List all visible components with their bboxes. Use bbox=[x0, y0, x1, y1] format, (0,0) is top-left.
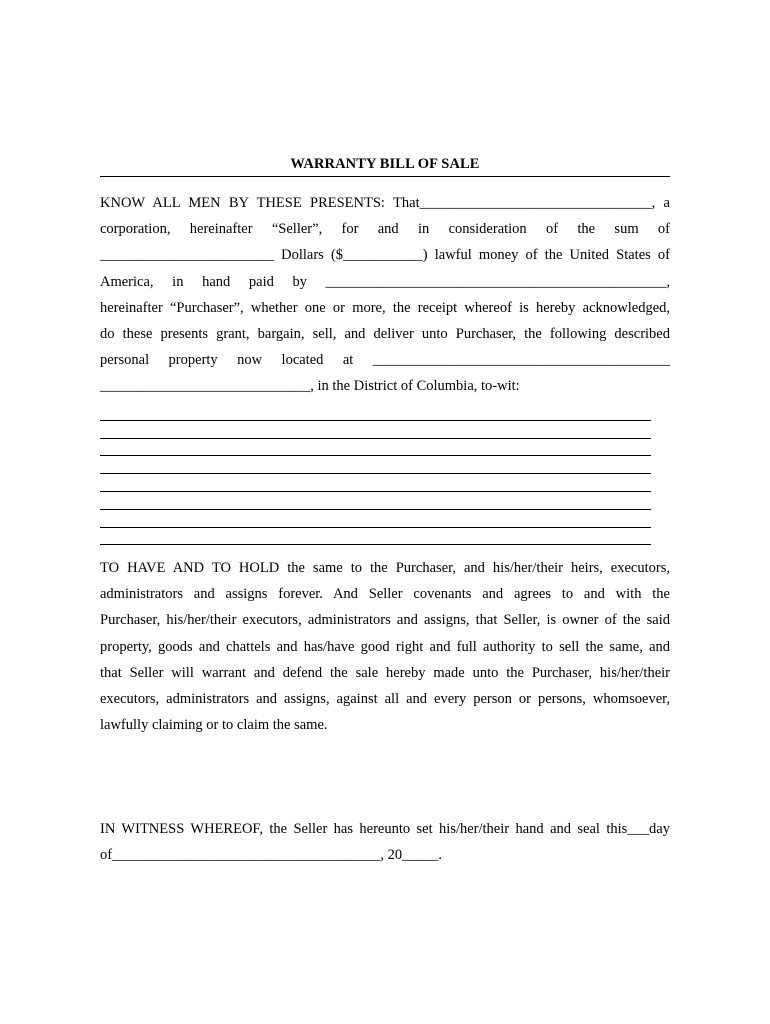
title-block bbox=[100, 156, 670, 177]
paragraph-line: personal property now located at _________________________________________ bbox=[100, 352, 670, 369]
paragraph-line: ________________________ Dollars ($___________) lawful money of the United States of bbox=[100, 247, 670, 264]
paragraph-line: do these presents grant, bargain, sell, and deliver unto Purchaser, the following described bbox=[100, 326, 670, 343]
paragraph-line: corporation, hereinafter “Seller”, for and in consideration of the sum of bbox=[100, 221, 670, 238]
paragraph-to-have-and-to-hold bbox=[100, 555, 670, 738]
paragraph-line: KNOW ALL MEN BY THESE PRESENTS: That________________________________, a bbox=[100, 195, 670, 211]
paragraph-line: executors, administrators and assigns, against all and every person or persons, whomsoever, bbox=[100, 691, 670, 708]
property-description-line bbox=[100, 421, 651, 439]
paragraph-in-witness-whereof bbox=[100, 816, 670, 868]
paragraph-line: administrators and assigns forever. And Seller covenants and agrees to and with the bbox=[100, 586, 670, 603]
paragraph-line: America, in hand paid by _______________________________________________, bbox=[100, 273, 670, 290]
property-description-line bbox=[100, 474, 651, 492]
paragraph-line: that Seller will warrant and defend the sale hereby made unto the Purchaser, his/her/their bbox=[100, 664, 670, 681]
property-description-line bbox=[100, 528, 651, 546]
paragraph-line: lawfully claiming or to claim the same. bbox=[100, 717, 328, 734]
paragraph-line: IN WITNESS WHEREOF, the Seller has hereunto set his/her/their hand and seal this___day bbox=[100, 821, 670, 837]
document-title: WARRANTY BILL OF SALE bbox=[290, 156, 480, 172]
property-description-lines bbox=[100, 403, 651, 545]
property-description-line bbox=[100, 403, 651, 421]
paragraph-line: TO HAVE AND TO HOLD the same to the Purchaser, and his/her/their heirs, executors, bbox=[100, 560, 670, 576]
paragraph-line: _____________________________, in the District of Columbia, to-wit: bbox=[100, 378, 520, 395]
paragraph-line: Purchaser, his/her/their executors, administrators and assigns, that Seller, is owner of the said bbox=[100, 612, 670, 629]
property-description-line bbox=[100, 492, 651, 510]
paragraph-line: property, goods and chattels and has/have good right and full authority to sell the same, and bbox=[100, 638, 670, 655]
property-description-line bbox=[100, 510, 651, 528]
paragraph-know-all-men bbox=[100, 190, 670, 400]
paragraph-line: hereinafter “Purchaser”, whether one or more, the receipt whereof is hereby acknowledged, bbox=[100, 299, 670, 316]
property-description-line bbox=[100, 456, 651, 474]
paragraph-line: of_____________________________________, 20_____. bbox=[100, 847, 442, 864]
property-description-line bbox=[100, 439, 651, 457]
